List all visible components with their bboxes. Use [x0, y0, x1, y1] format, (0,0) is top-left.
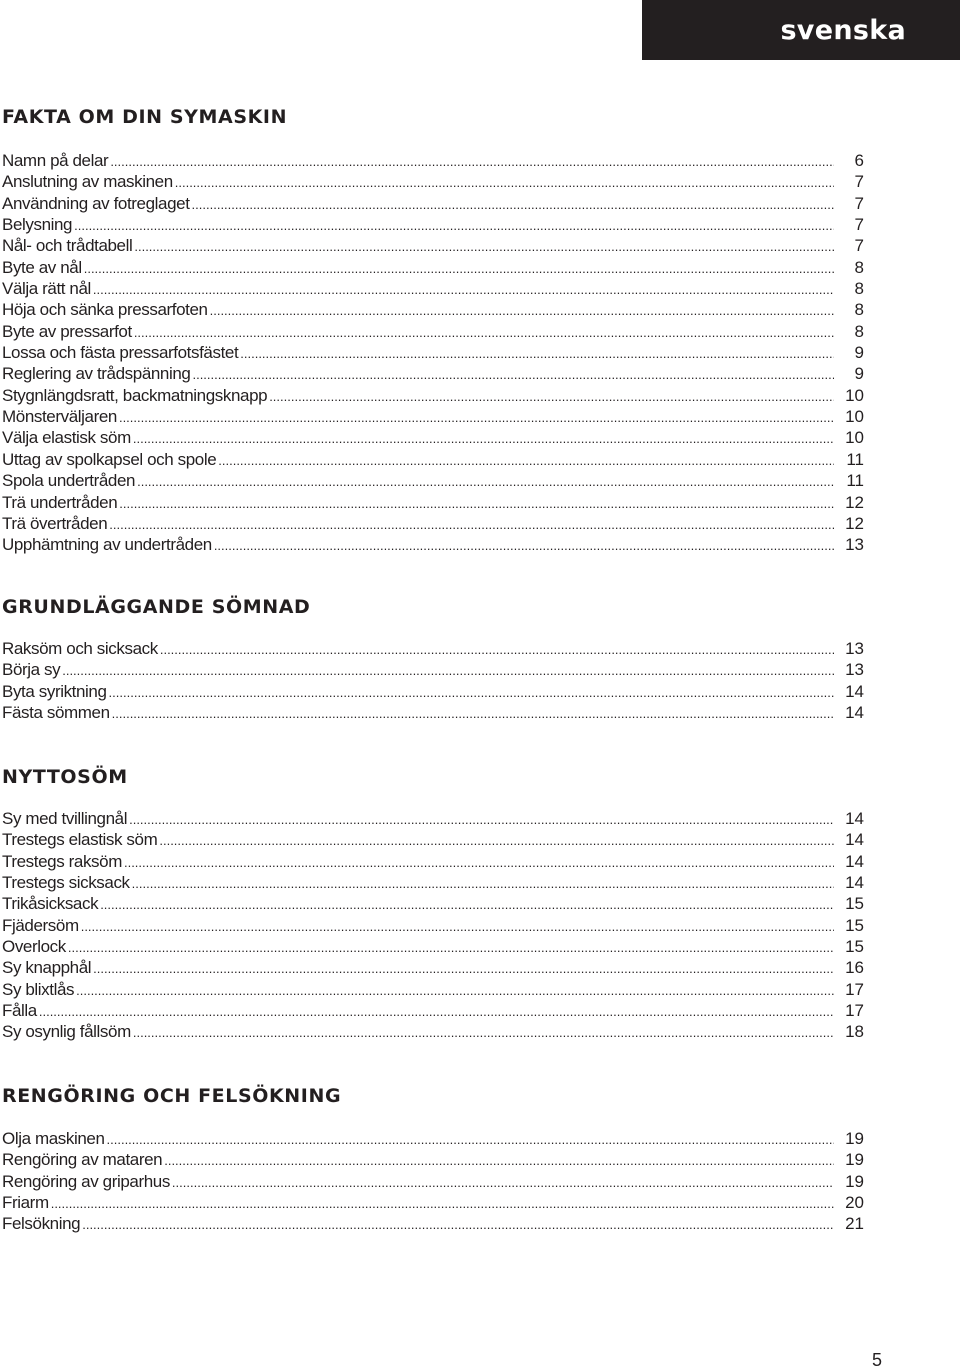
dot-leader [110, 151, 834, 172]
toc-entry-page: 16 [845, 958, 864, 978]
toc-entry [2, 385, 864, 406]
toc-entry-page: 15 [845, 915, 864, 935]
dot-leader [93, 958, 834, 979]
toc-entry [2, 321, 864, 342]
dot-leader [218, 450, 834, 471]
toc-entry [2, 808, 864, 829]
toc-entry-page: 7 [854, 172, 864, 192]
toc-entry-page: 14 [845, 851, 864, 871]
toc-entry-page: 19 [845, 1129, 864, 1148]
toc-entry [2, 278, 864, 299]
toc-entry-page: 20 [845, 1193, 864, 1213]
toc-entry-label: Overlock [2, 937, 66, 957]
dot-leader [76, 980, 834, 1001]
toc-entry [2, 299, 864, 320]
toc-entry-label: Uttag av spolkapsel och spole [2, 449, 217, 469]
toc-entry [2, 1021, 864, 1042]
toc-entry-page: 8 [854, 279, 864, 299]
toc-list [2, 808, 864, 1043]
toc-entry [2, 915, 864, 936]
toc-entry [2, 936, 864, 957]
section-title: RENGÖRING OCH FELSÖKNING [2, 1085, 342, 1107]
section-title: NYTTOSÖM [2, 766, 128, 788]
toc-entry-label: Trä övertråden [2, 513, 108, 533]
dot-leader [159, 830, 834, 851]
dot-leader [133, 1022, 834, 1043]
toc-section-rengoring [2, 1081, 864, 1235]
dot-leader [107, 1129, 834, 1150]
dot-leader [39, 1001, 834, 1022]
dot-leader [192, 364, 834, 385]
toc-entry-page: 15 [845, 894, 864, 914]
dot-leader [164, 1150, 834, 1171]
toc-entry [2, 171, 864, 192]
toc-entry-label: Höja och sänka pressarfoten [2, 300, 208, 320]
page-number: 5 [871, 1350, 882, 1370]
dot-leader [93, 279, 834, 300]
toc-entry [2, 150, 864, 171]
dot-leader [134, 322, 834, 343]
dot-leader [84, 258, 834, 279]
toc-entry-page: 11 [846, 449, 864, 469]
toc-entry-label: Rengöring av mataren [2, 1150, 163, 1170]
toc-entry [2, 1128, 864, 1149]
toc-entry [2, 257, 864, 278]
toc-entry [2, 214, 864, 235]
toc-entry-label: Namn på delar [2, 151, 109, 170]
toc-entry-label: Belysning [2, 215, 73, 235]
toc-entry [2, 638, 864, 659]
toc-list [2, 1128, 864, 1235]
toc-entry-page: 7 [854, 193, 864, 213]
toc-entry [2, 957, 864, 978]
toc-entry-label: Sy med tvillingnål [2, 809, 128, 828]
dot-leader [109, 682, 834, 703]
toc-entry-page: 21 [845, 1214, 864, 1234]
dot-leader [119, 407, 834, 428]
toc-entry-label: Mönsterväljaren [2, 407, 117, 427]
toc-entry-page: 6 [854, 151, 864, 170]
toc-entry-label: Användning av fotreglaget [2, 193, 190, 213]
toc-entry-label: Spola undertråden [2, 471, 136, 491]
toc-entry-label: Friarm [2, 1193, 49, 1213]
toc-entry [2, 193, 864, 214]
toc-entry [2, 659, 864, 680]
toc-entry-label: Trikåsicksack [2, 894, 99, 914]
toc-section-grundlaggande [2, 592, 864, 723]
toc-entry-label: Trestegs elastisk söm [2, 830, 158, 850]
dot-leader [62, 660, 834, 681]
dot-leader [172, 1172, 834, 1193]
section-title: GRUNDLÄGGANDE SÖMNAD [2, 596, 311, 618]
toc-entry-label: Börja sy [2, 660, 61, 680]
toc-entry-page: 7 [854, 236, 864, 256]
toc-entry-label: Byte av nål [2, 257, 82, 277]
dot-leader [210, 300, 834, 321]
toc-entry-page: 13 [845, 660, 864, 680]
dot-leader [68, 937, 834, 958]
toc-entry-label: Upphämtning av undertråden [2, 535, 212, 555]
dot-leader [119, 493, 834, 514]
toc-entry [2, 363, 864, 384]
dot-leader [129, 809, 834, 830]
toc-entry-label: Felsökning [2, 1214, 81, 1234]
toc-entry-label: Byte av pressarfot [2, 321, 132, 341]
toc-entry [2, 427, 864, 448]
toc-entry-page: 9 [854, 364, 864, 384]
toc-entry-page: 12 [845, 492, 864, 512]
toc-entry [2, 1192, 864, 1213]
dot-leader [192, 194, 834, 215]
toc-entry-label: Fästa sömmen [2, 703, 110, 723]
dot-leader [109, 514, 834, 535]
dot-leader [175, 172, 834, 193]
toc-entry-page: 18 [845, 1022, 864, 1042]
toc-entry-label: Olja maskinen [2, 1129, 105, 1148]
toc-entry-page: 14 [845, 830, 864, 850]
toc-entry [2, 492, 864, 513]
toc-entry-page: 9 [854, 343, 864, 363]
dot-leader [82, 1214, 834, 1235]
toc-entry-page: 14 [845, 873, 864, 893]
toc-entry-page: 10 [845, 428, 864, 448]
toc-entry [2, 534, 864, 555]
dot-leader [134, 236, 834, 257]
toc-entry-page: 12 [845, 513, 864, 533]
dot-leader [214, 535, 834, 556]
toc-entry [2, 342, 864, 363]
toc-entry-page: 14 [845, 703, 864, 723]
dot-leader [160, 639, 834, 660]
toc-entry-label: Trestegs raksöm [2, 851, 122, 871]
toc-entry-page: 8 [854, 300, 864, 320]
toc-entry-page: 14 [845, 809, 864, 828]
toc-entry-label: Sy blixtlås [2, 979, 75, 999]
dot-leader [112, 703, 834, 724]
toc-entry [2, 829, 864, 850]
toc-entry [2, 235, 864, 256]
toc-list [2, 638, 864, 723]
toc-entry-page: 13 [845, 639, 864, 658]
toc-entry-label: Reglering av trådspänning [2, 364, 191, 384]
dot-leader [124, 852, 834, 873]
dot-leader [240, 343, 834, 364]
dot-leader [137, 471, 834, 492]
toc-entry-label: Sy knapphål [2, 958, 92, 978]
toc-entry-page: 11 [846, 471, 864, 491]
dot-leader [132, 873, 834, 894]
toc-entry-page: 14 [845, 681, 864, 701]
toc-entry [2, 470, 864, 491]
toc-entry-label: Sy osynlig fållsöm [2, 1022, 131, 1042]
dot-leader [81, 916, 834, 937]
toc-entry [2, 979, 864, 1000]
toc-entry [2, 1149, 864, 1170]
toc-entry-page: 17 [845, 1001, 864, 1021]
toc-entry-label: Anslutning av maskinen [2, 172, 173, 192]
toc-entry [2, 681, 864, 702]
toc-entry-label: Välja rätt nål [2, 279, 91, 299]
toc-entry [2, 893, 864, 914]
toc-entry-page: 10 [845, 385, 864, 405]
toc-entry-label: Välja elastisk söm [2, 428, 131, 448]
dot-leader [51, 1193, 834, 1214]
language-tab: svenska [642, 0, 960, 60]
toc-section-nyttosom [2, 762, 864, 1043]
toc-entry-page: 19 [845, 1171, 864, 1191]
toc-entry-page: 8 [854, 321, 864, 341]
toc-entry [2, 449, 864, 470]
dot-leader [269, 386, 834, 407]
toc-entry-page: 7 [854, 215, 864, 235]
toc-entry-page: 17 [845, 979, 864, 999]
toc-entry-page: 13 [845, 535, 864, 555]
dot-leader [133, 428, 834, 449]
toc-section-fakta [2, 102, 864, 556]
toc-entry-label: Nål- och trådtabell [2, 236, 133, 256]
toc-entry-label: Fålla [2, 1001, 37, 1021]
toc-entry [2, 1171, 864, 1192]
toc-entry [2, 702, 864, 723]
toc-entry [2, 1000, 864, 1021]
toc-entry [2, 513, 864, 534]
toc-list [2, 150, 864, 556]
toc-entry [2, 1213, 864, 1234]
toc-entry-label: Fjädersöm [2, 915, 79, 935]
toc-entry-label: Trestegs sicksack [2, 873, 130, 893]
toc-entry-page: 15 [845, 937, 864, 957]
toc-entry [2, 851, 864, 872]
toc-entry-label: Lossa och fästa pressarfotsfästet [2, 343, 239, 363]
toc-entry [2, 872, 864, 893]
toc-entry-label: Raksöm och sicksack [2, 639, 158, 658]
toc-entry-label: Stygnlängdsratt, backmatningsknapp [2, 385, 268, 405]
toc-entry-label: Rengöring av griparhus [2, 1171, 170, 1191]
toc-entry-page: 19 [845, 1150, 864, 1170]
toc-entry-page: 8 [854, 257, 864, 277]
dot-leader [74, 215, 834, 236]
dot-leader [100, 894, 834, 915]
toc-entry-label: Trä undertråden [2, 492, 118, 512]
section-title: FAKTA OM DIN SYMASKIN [2, 106, 288, 128]
toc-entry-page: 10 [845, 407, 864, 427]
toc-entry-label: Byta syriktning [2, 681, 107, 701]
toc-entry [2, 406, 864, 427]
